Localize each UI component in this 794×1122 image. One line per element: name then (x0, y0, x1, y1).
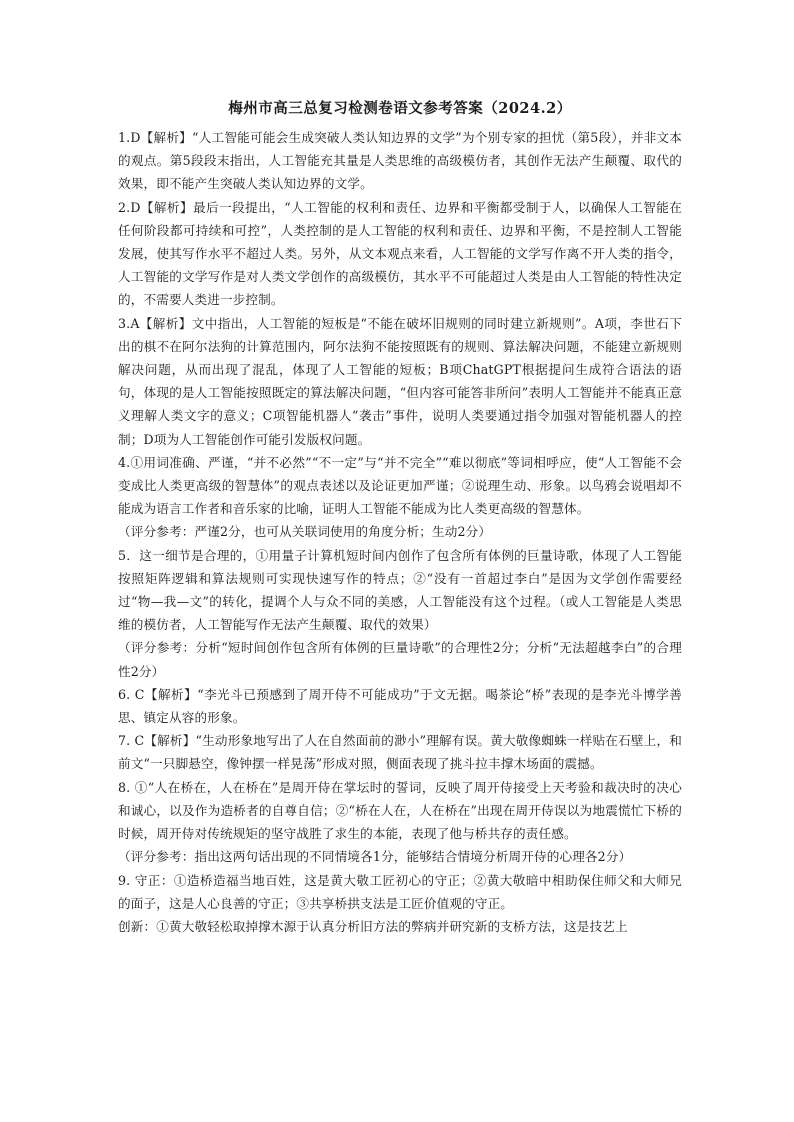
answer-paragraph-9-innovation: 创新：①黄大敬轻松取掉撑木源于认真分析旧方法的弊病并研究新的支桥方法，这是技艺上 (118, 918, 628, 934)
answer-paragraph-7: 7. C【解析】“生动形象地写出了人在自然面前的渺小”理解有误。黄大敬像蜘蛛一样贴在石壁上，和前文“一只脚悬空，像钟摆一样晃荡”形成对照，侧面表现了挑斗拉丰撑木场面的震撼。 (118, 733, 682, 772)
page-title: 梅州市高三总复习检测卷语文参考答案（2024.2） (228, 100, 572, 117)
answer-paragraph-6: 6. C【解析】“李光斗已预感到了周开侍不可能成功”于文无据。喝茶论“桥”表现的是李光斗博学善思、镇定从容的形象。 (118, 686, 682, 726)
answer-paragraph-4: 4.①用词准确、严谨，“并不必然”“不一定”与“并不完全”“难以彻底”等词相呼应，使“人工智能不会变成比人类更高级的智慧体”的观点表述以及论证更加严谨；②说理生动、形象。以鸟鸦会说唱却不能成为语言工作者和音乐家的比喻，证明人工智能不能成为比人类更高级的智慧体。 (118, 454, 682, 517)
answer-paragraph-3: 3.A【解析】文中指出，人工智能的短板是“不能在破坏旧规则的同时建立新规则”。A项，李世石下出的棋不在阿尔法狗的计算范围内，阿尔法狗不能按照既有的规则、算法解决问题，不能建立新规则解决问题，从而出现了混乱，体现了人工智能的短板；B项ChatGPT根据提问生成符合语法的语句，体现的是人工智能按照既定的算法解决问题，“但内容可能答非所问”表明人工智能并不能真正意义理解人类文字的意义；C项智能机器人“袭击”事件，说明人类要通过指令加强对智能机器人的控制；D项为人工智能创作可能引发版权问题。 (118, 315, 682, 447)
scoring-note-5: （评分参考：分析“短时间创作包含所有体例的巨量诗歌”的合理性2分；分析“无法超越李白”的合理性2分） (118, 640, 682, 679)
answer-paragraph-8: 8. ①“人在桥在，人在桥在”是周开侍在掌坛时的誓词，反映了周开侍接受上天考验和裁决时的决心和诚心，以及作为造桥者的自尊自信；②“桥在人在，人在桥在”出现在周开侍误以为地震慌忙下桥的时候，周开侍对传统规矩的坚守战胜了求生的本能，表现了他与桥共存的责任感。 (118, 779, 682, 842)
answer-paragraph-5: 5．这一细节是合理的，①用量子计算机短时间内创作了包含所有体例的巨量诗歌，体现了人工智能按照矩阵逻辑和算法规则可实现快速写作的特点；②“没有一首超过李白”是因为文学创作需要经过“物—我—文”的转化，提调个人与众不同的美感，人工智能没有这个过程。（或人工智能是人类思维的模仿者，人工智能写作无法产生颠覆、取代的效果） (118, 547, 682, 633)
answer-paragraph-1: 1.D【解析】“人工智能可能会生成突破人类认知边界的文学”为个别专家的担忧（第5段），并非文本的观点。第5段段末指出，人工智能充其量是人类思维的高级模仿者，其创作无法产生颠覆、取代的效果，即不能产生突破人类认知边界的文学。 (118, 130, 682, 192)
answer-paragraph-2: 2.D【解析】最后一段提出，“人工智能的权利和责任、边界和平衡都受制于人，以确保人工智能在任何阶段都可持续和可控”，人类控制的是人工智能的权利和责任、边界和平衡，不是控制人工智能发展，使其写作水平不超过人类。另外，从文本观点来看，人工智能的文学写作离不开人类的指令，人工智能的文学写作是对人类文学创作的高级模仿，其水平不可能超过人类是由人工智能的特性决定的，不需要人类进一步控制。 (118, 199, 682, 308)
answer-paragraph-9: 9. 守正：①造桥造福当地百姓，这是黄大敬工匠初心的守正；②黄大敬暗中相助保住师父和大师兄的面子，这是人心良善的守正；③共享桥拱支法是工匠价值观的守正。 (118, 872, 682, 911)
scoring-note-8: （评分参考：指出这两句话出现的不同情境各1分，能够结合情境分析周开侍的心理各2分） (118, 849, 632, 865)
scoring-note-4: （评分参考：严谨2分，也可从关联词使用的角度分析；生动2分） (118, 524, 492, 540)
